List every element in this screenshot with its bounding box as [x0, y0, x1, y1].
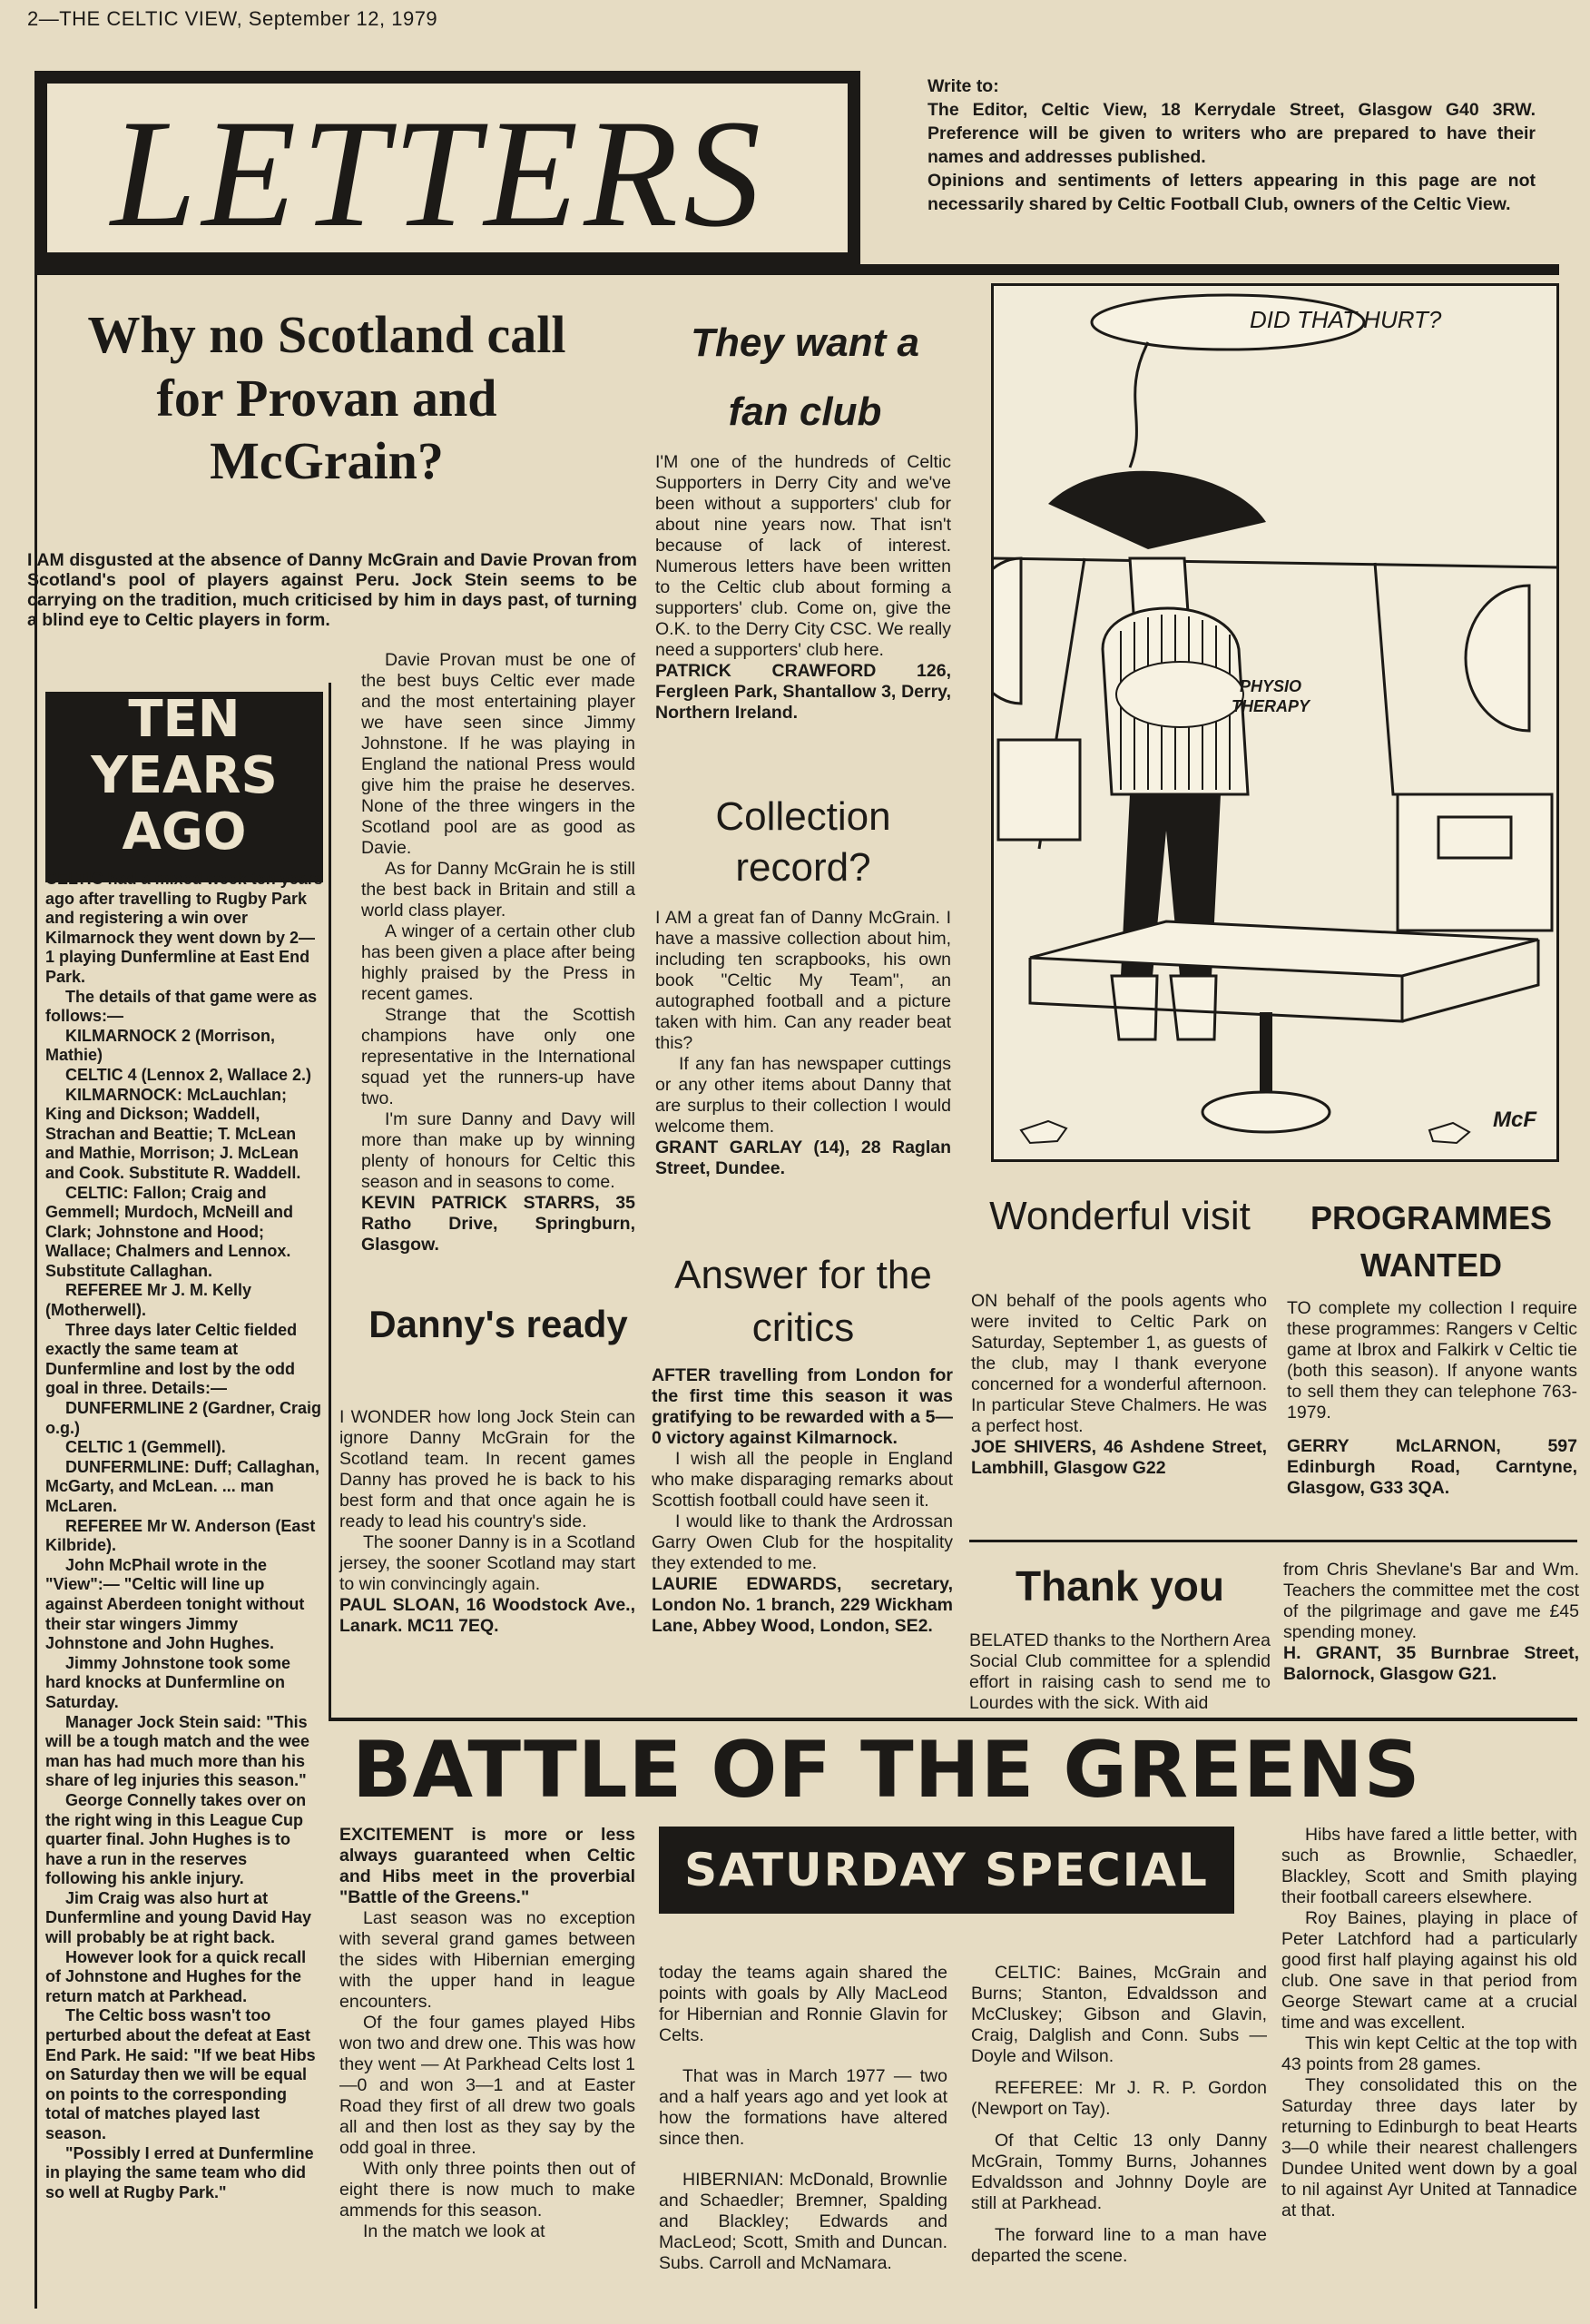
write-to-title: Write to: [928, 76, 999, 96]
critics-signature: LAURIE EDWARDS, secretary, London No. 1 branch, 229 Wickham Lane, Abbey Wood, London, SE2. [652, 1574, 953, 1636]
battle-para: This win kept Celtic at the top with 43 points from 28 games. [1281, 2034, 1577, 2074]
fanclub-headline: They want a fan club [691, 320, 919, 434]
ten-years-title-1: TEN [128, 690, 240, 749]
programmes-signature: GERRY McLARNON, 597 Edinburgh Road, Carntyne, Glasgow, G33 3QA. [1287, 1436, 1577, 1498]
visit-headline: Wonderful visit [989, 1194, 1251, 1238]
battle-para: Of that Celtic 13 only Danny McGrain, Tommy Burns, Johannes Edvaldsson and Johnny Doyle are still at Parkhead. [971, 2131, 1267, 2213]
danny-para: I WONDER how long Jock Stein can ignore Danny McGrain for the Scotland team. In recent games Danny has proved he is back to his best form and that once again he is ready to lead his country's side. [339, 1407, 635, 1531]
ten-years-column [45, 870, 323, 2202]
write-to-disclaimer: Opinions and sentiments of letters appearing in this page are not necessarily shared by Celtic Football Club, owners of the Celtic View. [928, 171, 1536, 214]
ten-years-para: Jim Craig was also hurt at Dunfermline and young David Hay will probably be at right back. [45, 1888, 312, 1947]
provan-para: Davie Provan must be one of the best buys Celtic ever made and the most entertaining player we have seen since Jimmy Johnstone. If he was playing in England the national Press would give him the praise he deserves. None of the three wingers in the Scotland pool are as good as Davie. [361, 650, 635, 858]
programmes-body [1287, 1298, 1577, 1499]
battle-para: In the match we look at [363, 2221, 545, 2241]
ten-years-para: CELTIC had a mixed week ten years ago after travelling to Rugby Park and registering a win over Kilmarnock they went down by 2—1 playing Dunfermline at East End Park. [45, 870, 323, 986]
cartoon-illustration [994, 286, 1556, 1159]
critics-body [652, 1365, 953, 1637]
danny-signature: PAUL SLOAN, 16 Woodstock Ave., Lanark. MC11 7EQ. [339, 1595, 635, 1636]
programmes-headline: PROGRAMMES WANTED [1310, 1199, 1552, 1284]
danny-para: The sooner Danny is in a Scotland jersey, the sooner Scotland may start to win convincingly again. [339, 1532, 635, 1594]
masthead-box [34, 71, 860, 265]
battle-para: HIBERNIAN: McDonald, Brownlie and Schaedler; Bremner, Spalding and Blackley; Edwards and MacLeod; Scott, Smith and Duncan. Subs. Carroll and McNamara. [659, 2170, 947, 2273]
danny-body [339, 1407, 635, 1637]
ten-years-para: The Celtic boss wasn't too perturbed about the defeat at East End Park. He said: "If we beat Hibs on Saturday then we will be equal on points to the corresponding total of matches played last season. [45, 2006, 316, 2142]
thanks-body-a [969, 1630, 1271, 1714]
battle-para: REFEREE: Mr J. R. P. Gordon (Newport on Tay). [971, 2078, 1267, 2119]
ten-years-para: CELTIC: Fallon; Craig and Gemmell; Murdoch, McNeill and Clark; Johnstone and Hood; Wallace; Chalmers and Lennox. Substitute Callaghan. [45, 1183, 294, 1280]
masthead-title: LETTERS [111, 88, 767, 259]
provan-para: A winger of a certain other club has been given a place after being highly praised by the Press in recent games. [361, 921, 635, 1004]
critics-para: I wish all the people in England who make disparaging remarks about Scottish football could have seen it. [652, 1449, 953, 1511]
ten-years-para: DUNFERMLINE 2 (Gardner, Craig o.g.) [45, 1399, 322, 1437]
ten-years-para: "Possibly I erred at Dunfermline in playing the same team who did so well at Rugby Park." [45, 2143, 314, 2201]
thanks-para-b: from Chris Shevlane's Bar and Wm. Teachers the committee met the cost of the pilgrimage and gave me £45 spending money. [1283, 1560, 1579, 1642]
battle-col-1 [339, 1825, 635, 2242]
collection-para: If any fan has newspaper cuttings or any other items about Danny that are surplus to their collection I would welcome them. [655, 1054, 951, 1137]
write-to-box [928, 74, 1536, 216]
fanclub-body [655, 452, 951, 724]
ten-years-para: CELTIC 1 (Gemmell). [65, 1438, 226, 1457]
cartoon-artist-signature: McF [1493, 1108, 1536, 1132]
ten-years-para: KILMARNOCK 2 (Morrison, Mathie) [45, 1026, 275, 1065]
thanks-signature: H. GRANT, 35 Burnbrae Street, Balornock, Glasgow G21. [1283, 1643, 1579, 1684]
thanks-headline: Thank you [1015, 1562, 1225, 1610]
masthead-underline [34, 264, 1559, 275]
battle-para: Roy Baines, playing in place of Peter Latchford had a particularly good first half playing against his old club. One save in that period from George Stewart came at a crucial time and was excellent. [1281, 1908, 1577, 2033]
provan-intro: I AM disgusted at the absence of Danny McGrain and Davie Provan from Scotland's pool of players against Peru. Jock Stein seems to be carrying on the tradition, much criticised by him in days past, of turning a blind eye to Celtic players in form. [27, 550, 637, 630]
thanks-para-a: BELATED thanks to the Northern Area Social Club committee for a splendid effort in raising cash to send me to Lourdes with the sick. With aid [969, 1630, 1271, 1713]
write-to-address: The Editor, Celtic View, 18 Kerrydale Street, Glasgow G40 3RW. Preference will be given to writers who are prepared to have their names and addresses published. [928, 100, 1536, 167]
provan-headline: Why no Scotland call for Provan and McGrain? [87, 305, 566, 491]
ten-years-title-3: AGO [122, 803, 247, 862]
ten-years-para: Jimmy Johnstone took some hard knocks at Dunfermline on Saturday. [45, 1653, 291, 1711]
critics-para: I would like to thank the Ardrossan Garry Owen Club for the hospitality they extended to me. [652, 1512, 953, 1573]
thanks-body-b [1283, 1560, 1579, 1685]
ten-years-para: DUNFERMLINE: Duff; Callaghan, McGarty, and McLean. ... man McLaren. [45, 1457, 319, 1515]
critics-intro: AFTER travelling from London for the first time this season it was gratifying to be rewarded with a 5—0 victory against Kilmarnock. [652, 1365, 953, 1448]
ten-years-para: KILMARNOCK: McLauchlan; King and Dickson; Waddell, Strachan and Beattie; T. McLean and Mathie, Morrison; J. McLean and Cook. Substitute R. Waddell. [45, 1085, 301, 1182]
danny-headline: Danny's ready [368, 1303, 628, 1345]
provan-signature: KEVIN PATRICK STARRS, 35 Ratho Drive, Springburn, Glasgow. [361, 1193, 635, 1255]
ten-years-para: CELTIC 4 (Lennox 2, Wallace 2.) [65, 1065, 312, 1084]
ten-years-para: John McPhail wrote in the "View":— "Celtic will line up against Aberdeen tonight without their star wingers Jimmy Johnstone and John Hughes. [45, 1555, 305, 1653]
battle-para: Of the four games played Hibs won two and drew one. This was how they went — At Parkhead Celts lost 1—0 and won 3—1 and at Easter Road they first of all drew two goals all and then lost as they say by the odd goal in three. [339, 2013, 635, 2158]
provan-para: As for Danny McGrain he is still the best back in Britain and still a world class player. [361, 859, 635, 921]
ten-years-para: The details of that game were as follows:— [45, 987, 318, 1026]
running-head: 2—THE CELTIC VIEW, September 12, 1979 [27, 7, 438, 30]
collection-signature: GRANT GARLAY (14), 28 Raglan Street, Dundee. [655, 1137, 951, 1178]
ten-years-title-2: YEARS [91, 746, 278, 805]
ten-years-divider [329, 683, 331, 1718]
battle-para: today the teams again shared the points with goals by Ally MacLeod for Hibernian and Ronnie Glavin for Celts. [659, 1963, 947, 2045]
ten-years-para: REFEREE Mr J. M. Kelly (Motherwell). [45, 1281, 252, 1320]
fanclub-signature: PATRICK CRAWFORD 126, Fergleen Park, Shantallow 3, Derry, Northern Ireland. [655, 661, 951, 723]
battle-headline: BATTLE OF THE GREENS [352, 1725, 1421, 1816]
battle-para: Last season was no exception with several grand games between the sides with Hibernian emerging with the upper hand in league encounters. [339, 1908, 635, 2012]
ten-years-para: Manager Jock Stein said: "This will be a tough match and the wee man has had much more than his share of leg injuries this season." [45, 1712, 310, 1790]
provan-para: I'm sure Danny and Davy will more than make up by winning plenty of honours for Celtic this season and in seasons to come. [361, 1109, 635, 1192]
battle-intro: EXCITEMENT is more or less always guaranteed when Celtic and Hibs meet in the proverbial "Battle of the Greens." [339, 1825, 635, 1907]
collection-headline: Collection record? [715, 794, 891, 890]
programmes-para: TO complete my collection I require these programmes: Rangers v Celtic game at Ibrox and Falkirk v Celtic tie (both this season). If anyone wants to sell them they can telephone 763-1979. [1287, 1298, 1577, 1423]
visit-signature: JOE SHIVERS, 46 Ashdene Street, Lambhill, Glasgow G22 [971, 1437, 1267, 1478]
battle-para: With only three points then out of eight there is now much to make ammends for this season. [339, 2159, 635, 2221]
provan-body [361, 650, 635, 1256]
battle-para: That was in March 1977 — two and a half years ago and yet look at how the formations have altered since then. [659, 2066, 947, 2149]
thank-you-rule [969, 1540, 1577, 1542]
ten-years-para: However look for a quick recall of Johnstone and Hughes for the return match at Parkhead. [45, 1947, 307, 2005]
visit-body [971, 1291, 1267, 1479]
ten-years-ago-box [45, 692, 323, 882]
critics-headline: Answer for the critics [674, 1253, 932, 1350]
ten-years-para: George Connelly takes over on the right wing in this League Cup quarter final. John Hughes is to have a run in the reserves following his ankle injury. [45, 1790, 307, 1888]
battle-para: They consolidated this on the Saturday three days later by returning to Edinburgh to beat Hearts 3—0 while their nearest challengers Dundee United went down by a goal to nil against Ayr United at Tannadice at that. [1281, 2075, 1577, 2221]
battle-para: CELTIC: Baines, McGrain and Burns; Stanton, Edvaldsson and McCluskey; Gibson and Glavin, Craig, Dalglish and Conn. Subs — Doyle and Wilson. [971, 1963, 1267, 2066]
ten-years-para: REFEREE Mr W. Anderson (East Kilbride). [45, 1516, 316, 1555]
battle-para: Hibs have fared a little better, with such as Brownlie, Schaedler, Blackley, Scott and Smith playing their football careers elsewhere. [1281, 1825, 1577, 1907]
cartoon-jersey-label: PHYSIO THERAPY [1231, 677, 1310, 715]
ten-years-para: Three days later Celtic fielded exactly the same team at Dunfermline and lost by the odd goal in three. Details:— [45, 1320, 298, 1398]
battle-col-4 [1281, 1825, 1577, 2221]
cartoon-panel [991, 283, 1559, 1162]
collection-para: I AM a great fan of Danny McGrain. I have a massive collection about him, including ten scrapbooks, his own book "Celtic My Team", an autographed football and a picture taken with him. Can any reader beat this? [655, 908, 951, 1053]
collection-body [655, 908, 951, 1179]
battle-rule [329, 1718, 1577, 1721]
provan-para: Strange that the Scottish champions have only one representative in the International squad yet the runners-up have two. [361, 1005, 635, 1108]
battle-col-2 [659, 1963, 947, 2274]
fanclub-para: I'M one of the hundreds of Celtic Supporters in Derry City and we've been without a supporters' club for about nine years now. That isn't because of lack of interest. Numerous letters have been written to the Celtic club about forming a supporters' club. Come on, give the O.K. to the Derry City CSC. We really need a supporters' club here. [655, 452, 951, 660]
visit-para: ON behalf of the pools agents who were invited to Celtic Park on Saturday, September 1, as guests of the club, may I thank everyone concerned for a wonderful afternoon. In particular Steve Chalmers. He was a perfect host. [971, 1291, 1267, 1436]
battle-col-3 [971, 1963, 1267, 2267]
cartoon-speech: DID THAT HURT? [1250, 306, 1442, 333]
battle-para: The forward line to a man have departed the scene. [971, 2225, 1267, 2266]
saturday-special-badge: SATURDAY SPECIAL [659, 1827, 1234, 1914]
